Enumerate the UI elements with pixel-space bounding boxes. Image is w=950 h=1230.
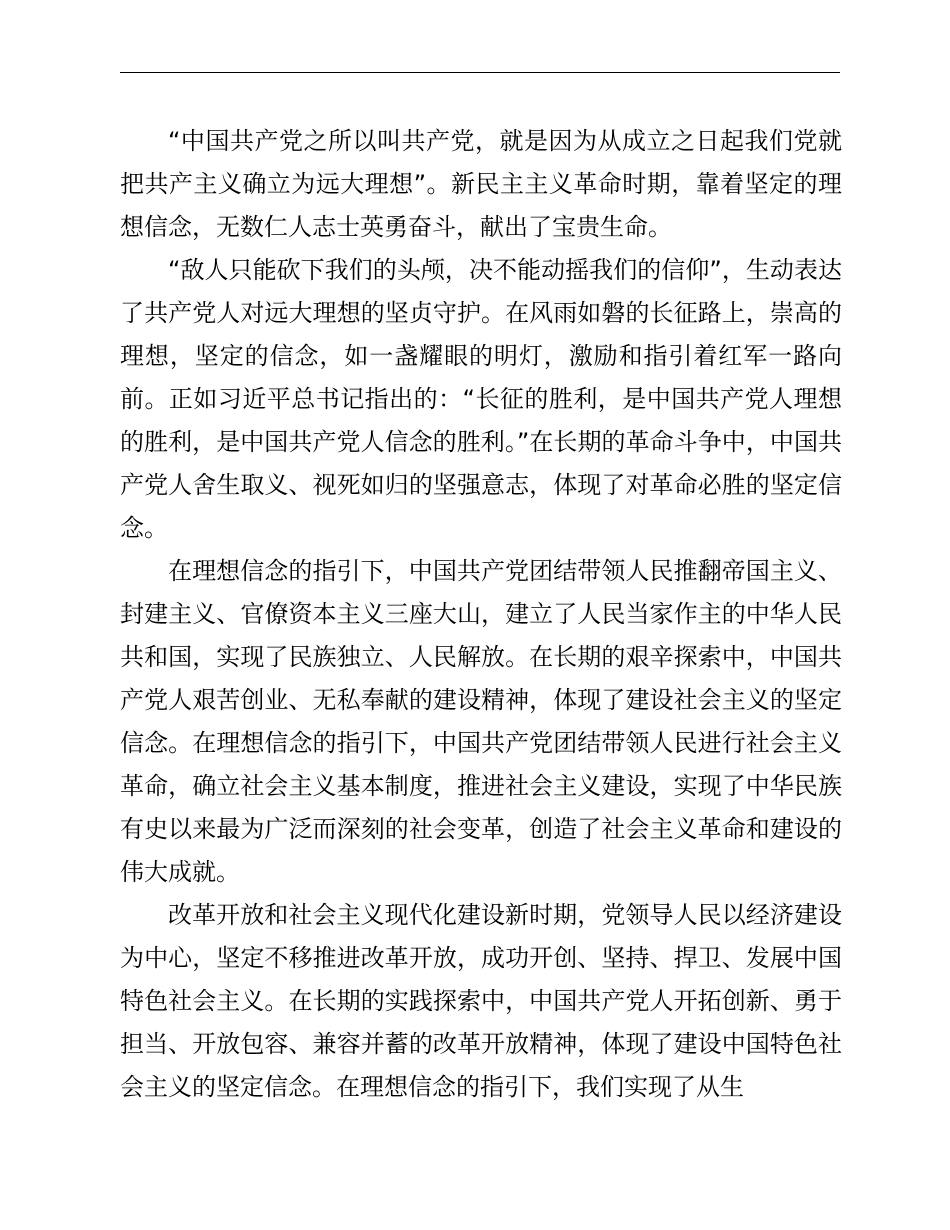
paragraph-3: 在理想信念的指引下，中国共产党团结带领人民推翻帝国主义、封建主义、官僚资本主义三座大山，建立了人民当家作主的中华人民共和国，实现了民族独立、人民解放。在长期的艰辛探索中，中国共产党人艰苦创业、无私奉献的建设精神，体现了建设社会主义的坚定信念。在理想信念的指引下，中国共产党团结带领人民进行社会主义革命，确立社会主义基本制度，推进社会主义建设，实现了中华民族有史以来最为广泛而深刻的社会变革，创造了社会主义革命和建设的伟大成就。	[120, 557, 842, 886]
body-text	[120, 120, 842, 1109]
paragraph-2: “敌人只能砍下我们的头颅，决不能动摇我们的信仰”，生动表达了共产党人对远大理想的坚贞守护。在风雨如磐的长征路上，崇高的理想，坚定的信念，如一盏耀眼的明灯，激励和指引着红军一路向前。正如习近平总书记指出的：“长征的胜利，是中国共产党人理想的胜利，是中国共产党人信念的胜利。”在长期的革命斗争中，中国共产党人舍生取义、视死如归的坚强意志，体现了对革命必胜的坚定信念。	[120, 256, 842, 542]
header-rule	[120, 72, 840, 73]
paragraph-4: 改革开放和社会主义现代化建设新时期，党领导人民以经济建设为中心，坚定不移推进改革开放，成功开创、坚持、捍卫、发展中国特色社会主义。在长期的实践探索中，中国共产党人开拓创新、勇于担当、开放包容、兼容并蓄的改革开放精神，体现了建设中国特色社会主义的坚定信念。在理想信念的指引下，我们实现了从生	[120, 901, 842, 1101]
paragraph-1: “中国共产党之所以叫共产党，就是因为从成立之日起我们党就把共产主义确立为远大理想”。新民主主义革命时期，靠着坚定的理想信念，无数仁人志士英勇奋斗，献出了宝贵生命。	[120, 127, 842, 241]
